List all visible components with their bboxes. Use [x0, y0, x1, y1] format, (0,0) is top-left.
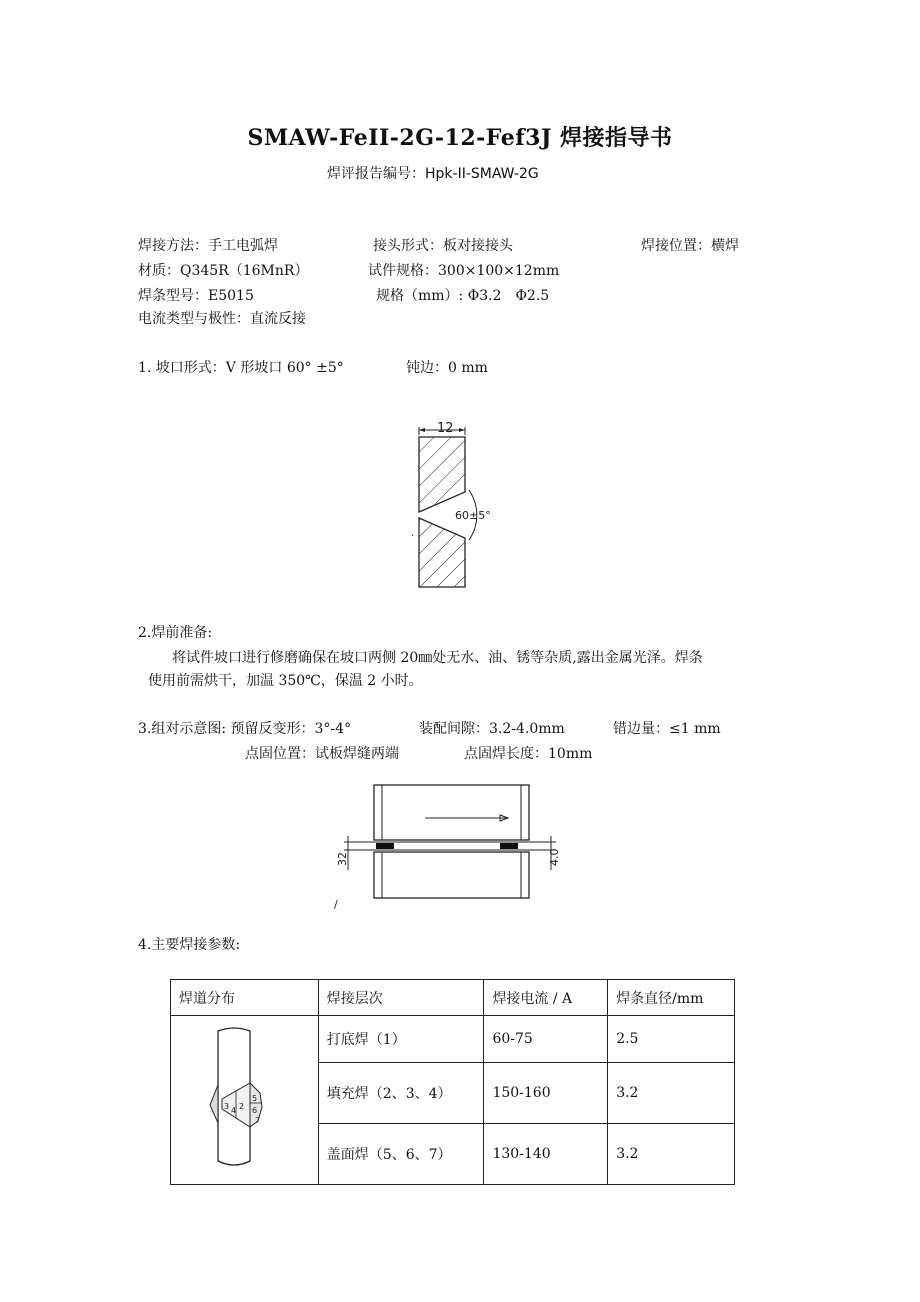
bead-layout-cell: [171, 1016, 319, 1185]
weld-method: 焊接方法：手工电弧焊: [138, 238, 278, 254]
gap-dim-right: 4.0: [548, 848, 561, 866]
params-heading: 4.主要焊接参数:: [138, 937, 241, 953]
angle-label: 60±5°: [455, 509, 491, 522]
lower-plate: [419, 518, 465, 587]
layer-cell: 盖面焊（5、6、7）: [318, 1124, 484, 1185]
tack-weld-left: [376, 843, 394, 849]
specimen-spec: 试件规格：300×100×12mm: [368, 263, 560, 279]
diameter-cell: 3.2: [608, 1063, 735, 1124]
report-number: 焊评报告编号：Hpk-II-SMAW-2G: [327, 166, 539, 182]
current-cell: 130-140: [484, 1124, 608, 1185]
current-polarity: 电流类型与极性：直流反接: [138, 311, 306, 327]
diagram-mark: /: [334, 898, 338, 911]
electrode-size: 规格（mm）: Φ3.2 Φ2.5: [376, 288, 550, 304]
tack-weld-right: [500, 843, 518, 849]
assembly-gap: 装配间隙：3.2-4.0mm: [419, 721, 565, 737]
svg-text:5: 5: [252, 1094, 258, 1103]
svg-text:.: .: [411, 528, 415, 539]
svg-text:2: 2: [239, 1102, 245, 1111]
diameter-cell: 2.5: [608, 1016, 735, 1063]
table-row: [171, 1016, 735, 1063]
root-face: 钝边：0 mm: [406, 360, 488, 376]
col-current: 焊接电流 / A: [484, 980, 608, 1016]
col-diameter: 焊条直径/mm: [608, 980, 735, 1016]
groove-diagram: [405, 415, 525, 595]
prep-line1: 将试件坡口进行修磨确保在坡口两侧 20㎜处无水、油、锈等杂质,露出金属光泽。焊条: [172, 650, 703, 666]
prep-heading: 2.焊前准备:: [138, 625, 213, 641]
layer-cell: 打底焊（1）: [318, 1016, 484, 1063]
tack-position: 点固位置：试板焊缝两端: [245, 746, 399, 762]
assembly-diagram: [330, 780, 570, 915]
misalignment: 错边量：≤1 mm: [613, 721, 721, 737]
col-bead-layout: 焊道分布: [171, 980, 319, 1016]
assembly-heading: 3.组对示意图: 预留反变形：3°-4°: [138, 721, 352, 737]
diameter-cell: 3.2: [608, 1124, 735, 1185]
table-header-row: [171, 980, 735, 1016]
svg-text:7: 7: [255, 1116, 261, 1125]
electrode-type: 焊条型号：E5015: [138, 288, 254, 304]
groove-heading: 1. 坡口形式：V 形坡口 60° ±5°: [138, 360, 344, 376]
svg-text:6: 6: [252, 1106, 258, 1115]
tack-length: 点固焊长度：10mm: [464, 746, 593, 762]
page-title: SMAW-FeII-2G-12-Fef3J 焊接指导书: [247, 125, 673, 151]
upper-assembly-plate: [374, 785, 529, 840]
material: 材质：Q345R（16MnR）: [138, 263, 309, 279]
lower-assembly-plate: [374, 852, 529, 898]
bead-sequence-diagram: [204, 1023, 284, 1173]
weld-position: 焊接位置：横焊: [641, 238, 739, 254]
svg-text:4: 4: [231, 1106, 237, 1115]
current-cell: 60-75: [484, 1016, 608, 1063]
thickness-dim: 12: [437, 421, 454, 436]
svg-text:3: 3: [224, 1102, 230, 1111]
prep-line2: 使用前需烘干，加温 350℃，保温 2 小时。: [148, 673, 423, 689]
current-cell: 150-160: [484, 1063, 608, 1124]
gap-dim-left: 32: [336, 852, 349, 866]
joint-form: 接头形式：板对接接头: [373, 238, 513, 254]
col-layer: 焊接层次: [318, 980, 484, 1016]
upper-plate: [419, 437, 465, 512]
layer-cell: 填充焊（2、3、4）: [318, 1063, 484, 1124]
welding-params-table: [170, 979, 735, 1185]
